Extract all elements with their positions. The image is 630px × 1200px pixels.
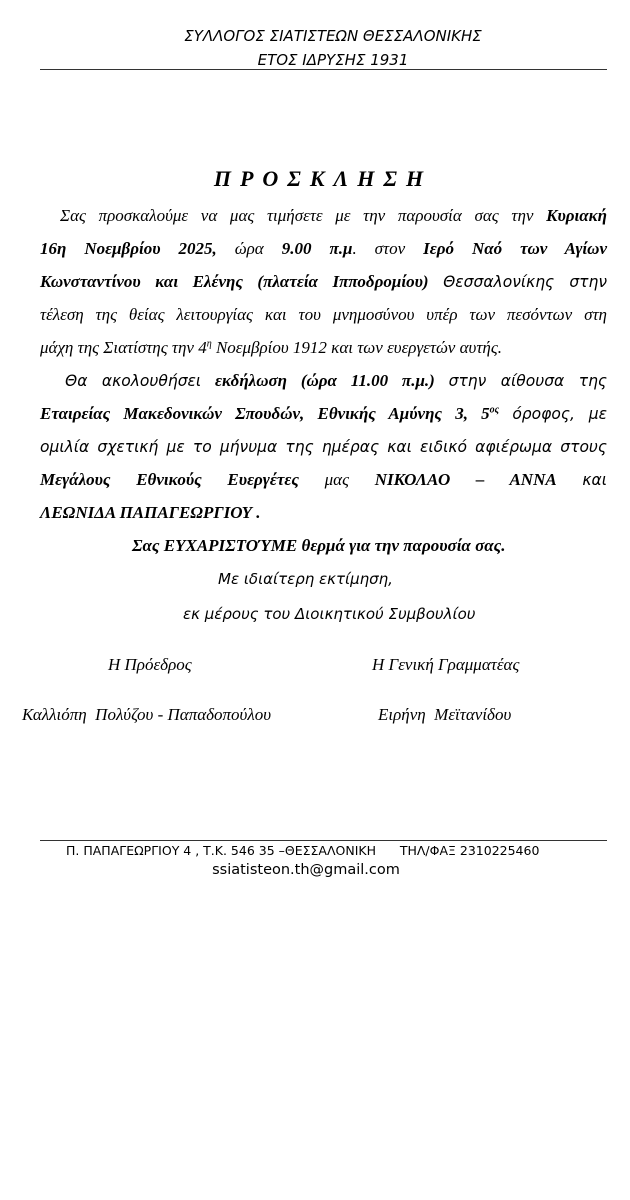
footer-divider (40, 840, 607, 841)
text: μάχη της Σιατίστης την 4 (40, 338, 207, 357)
superscript: η (206, 338, 212, 350)
text: ομιλία σχετική με το μήνυμα της ημέρας και ειδικό αφιέρωμα στους (40, 438, 607, 456)
event-day: Κυριακή (546, 206, 607, 225)
secretary-name: Ειρήνη Μεϊτανίδου (378, 705, 512, 724)
benefactor-names: ΝΙΚΟΛΑΟ – ΑΝΝΑ (374, 470, 557, 489)
header-divider (40, 69, 607, 70)
association-name: ΣΥΛΛΟΓΟΣ ΣΙΑΤΙΣΤΕΩΝ ΘΕΣΣΑΛΟΝΙΚΗΣ (184, 27, 482, 45)
thanks-line: Σας ΕΥΧΑΡΙΣΤΟΎΜΕ θερμά για την παρουσία σας. (132, 536, 506, 555)
paragraph-line (40, 304, 607, 326)
president-name: Καλλιόπη Πολύζου - Παπαδοπούλου (22, 705, 272, 724)
text: ώρα (234, 239, 264, 258)
footer-email[interactable]: ssiatisteon.th@gmail.com (212, 862, 400, 878)
superscript: ος (489, 404, 500, 416)
text: . στον (352, 239, 406, 258)
president-title: Η Πρόεδρος (108, 655, 192, 674)
text: Νοεμβρίου 1912 και των ευεργετών αυτής. (211, 338, 502, 357)
venue: Κωνσταντίνου και Ελένης (πλατεία Ιπποδρομίου) (40, 272, 429, 291)
document-title: ΠΡΟΣΚΛΗΣΗ (213, 166, 433, 191)
paragraph-line (60, 205, 607, 227)
paragraph-line (65, 370, 607, 392)
footer-address: Π. ΠΑΠΑΓΕΩΡΓΙΟΥ 4 , Τ.Κ. 546 35 –ΘΕΣΣΑΛΟΝΙΚΗ ΤΗΛ/ΦΑΞ 2310225460 (66, 843, 540, 858)
text: στην αίθουσα της (448, 372, 607, 390)
regards-line: Με ιδιαίτερη εκτίμηση, (218, 570, 393, 588)
founding-year: ΕΤΟΣ ΙΔΡΥΣΗΣ 1931 (257, 51, 409, 69)
event-venue: Εταιρείας Μακεδονικών Σπουδών, Εθνικής Αμύνης 3, 5 (40, 404, 490, 423)
text: όροφος, με (512, 405, 607, 423)
paragraph-line (40, 469, 607, 491)
venue: Ιερό Ναό των Αγίων (423, 239, 607, 258)
paragraph-line (40, 436, 607, 458)
text: και (582, 471, 608, 489)
paragraph-line (40, 271, 607, 293)
event-date: 16η Νοεμβρίου 2025, (40, 239, 217, 258)
event-time: 9.00 π.μ (281, 239, 353, 258)
text: Σας προσκαλούμε να μας τιμήσετε με την παρουσία σας την (60, 206, 534, 225)
paragraph-line (40, 238, 607, 260)
paragraph-line (40, 337, 607, 359)
paragraph-line (40, 403, 607, 425)
event-time: 11.00 π.μ.) (350, 371, 435, 390)
board-line: εκ μέρους του Διοικητικού Συμβουλίου (183, 605, 476, 623)
benefactor-names: ΛΕΩΝΙΔΑ ΠΑΠΑΓΕΩΡΓΙΟΥ . (40, 503, 261, 522)
text: Θα ακολουθήσει (65, 372, 202, 390)
text: μας (324, 470, 349, 489)
benefactors: Μεγάλους Εθνικούς Ευεργέτες (40, 470, 299, 489)
event-type: εκδήλωση (214, 371, 287, 390)
text: (ώρα (300, 371, 337, 390)
secretary-title: Η Γενική Γραμματέας (372, 655, 520, 674)
paragraph-line (40, 502, 607, 524)
text: Θεσσαλονίκης στην (443, 273, 607, 291)
text: τέλεση της θείας λειτουργίας και του μνημοσύνου υπέρ των πεσόντων στη (40, 305, 607, 324)
